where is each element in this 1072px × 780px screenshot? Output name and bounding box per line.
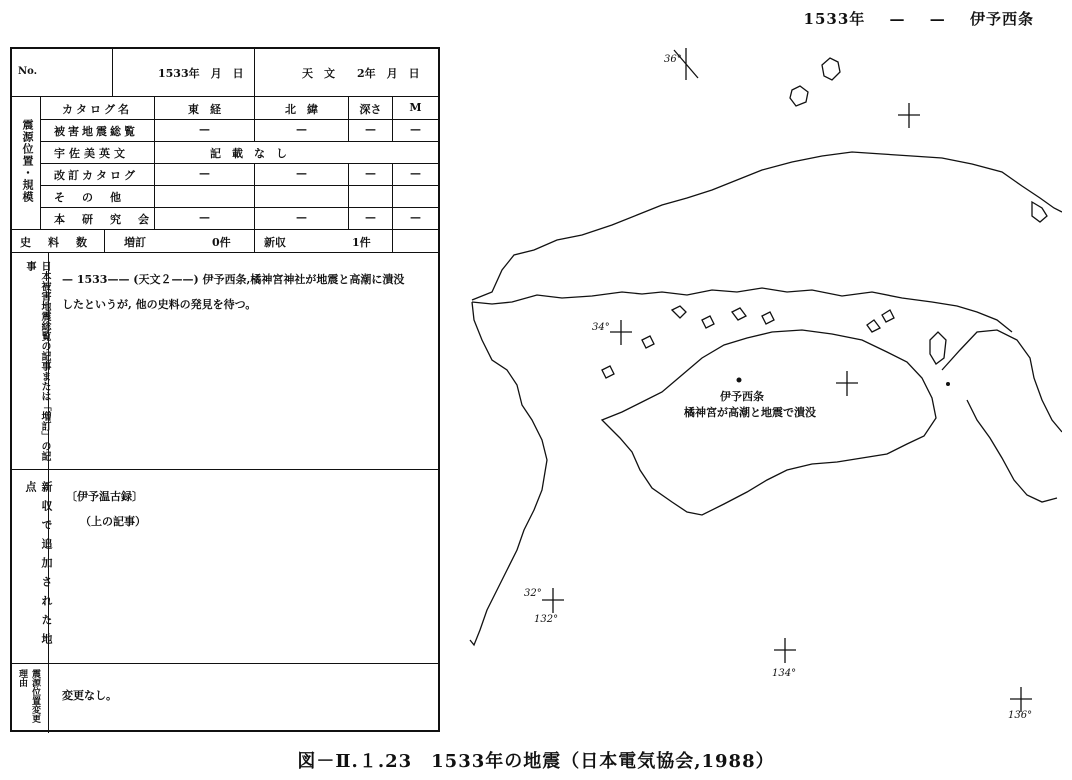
coord-lon132: 132° (534, 614, 559, 625)
header-place: 伊予西条 (969, 10, 1034, 28)
section1-text (62, 267, 404, 317)
catalog-note: 記 載 な し (210, 147, 287, 160)
map-label-desc: 橘神宮が高潮と地震で潰没 (684, 406, 816, 419)
catalog-row-name: 改訂カタログ (54, 169, 138, 182)
catalog-north: — (296, 211, 307, 224)
figure-caption: 図－Ⅱ.１.23 1533年の地震（日本電気協会,1988） (297, 751, 775, 772)
catalog-east: — (199, 211, 210, 224)
section2-text (66, 484, 146, 534)
earthquake-record-form (10, 47, 440, 732)
col-header-north: 北 緯 (285, 103, 318, 116)
shinshu-value: 1件 (352, 236, 371, 249)
awaji-coastline (930, 332, 946, 364)
catalog-north: — (296, 167, 307, 180)
catalog-east: — (199, 123, 210, 136)
epicenter-dot (737, 378, 742, 383)
map-label-place: 伊予西条 (720, 390, 764, 403)
coord-lat32: 32° (524, 588, 542, 599)
catalog-m: — (410, 123, 421, 136)
shinshu-label: 新収 (264, 236, 286, 249)
catalog-east: — (199, 167, 210, 180)
coord-lon136: 136° (1008, 710, 1033, 721)
header-dash: — (929, 10, 946, 28)
catalog-depth: — (365, 123, 376, 136)
section1-label: 日本被害地震総覧の記事または「増訂」の記事 (24, 261, 50, 461)
no-label: No. (18, 66, 38, 77)
page-header (786, 8, 1034, 29)
catalog-row-name: 宇佐美英文 (54, 147, 129, 160)
kii-coastline (942, 330, 1062, 502)
catalog-m: — (410, 167, 421, 180)
col-header-catalog: カタログ名 (62, 103, 132, 116)
section3-text: 変更なし。 (62, 689, 117, 702)
section2-line: （上の記事） (80, 515, 146, 528)
catalog-depth: — (365, 167, 376, 180)
header-year: 1533年 (803, 10, 866, 28)
coord-lat36: 36° (664, 54, 682, 65)
section1-line: — 1533—— (天文２——) 伊予西条,橘神宮神社が地震と高潮に潰没 (62, 273, 405, 286)
section2-label: 新収で追加された地点 (24, 481, 53, 652)
shikoku-coastline (602, 330, 936, 515)
date-western: 1533年 月 日 (158, 67, 244, 80)
date-japanese: 天 文 2年 月 日 (302, 67, 420, 80)
catalog-row-name: 本 研 究 会 (54, 213, 152, 226)
epicenter-map (462, 40, 1062, 740)
side-label-position: 震源位置・規模 (21, 119, 34, 203)
map-svg (462, 40, 1062, 740)
coord-lon134: 134° (772, 668, 797, 679)
catalog-row-name: そ の 他 (54, 191, 124, 204)
section2-line: 〔伊予温古録〕 (66, 490, 143, 503)
catalog-depth: — (365, 211, 376, 224)
zotei-label: 増訂 (124, 236, 146, 249)
catalog-north: — (296, 123, 307, 136)
coord-lat34: 34° (592, 322, 610, 333)
section3-label: 震源位置変更理由 (17, 669, 40, 723)
col-header-m: M (409, 101, 422, 114)
catalog-row-name: 被害地震総覧 (54, 125, 138, 138)
header-dash: — (889, 10, 906, 28)
catalog-m: — (410, 211, 421, 224)
shiryo-label: 史 料 数 (20, 236, 90, 249)
col-header-east: 東 経 (188, 103, 221, 116)
honshu-coastline (472, 152, 1062, 300)
zotei-value: 0件 (212, 236, 231, 249)
col-header-depth: 深さ (359, 103, 382, 116)
section1-line: したというが, 他の史料の発見を待つ。 (62, 298, 257, 311)
